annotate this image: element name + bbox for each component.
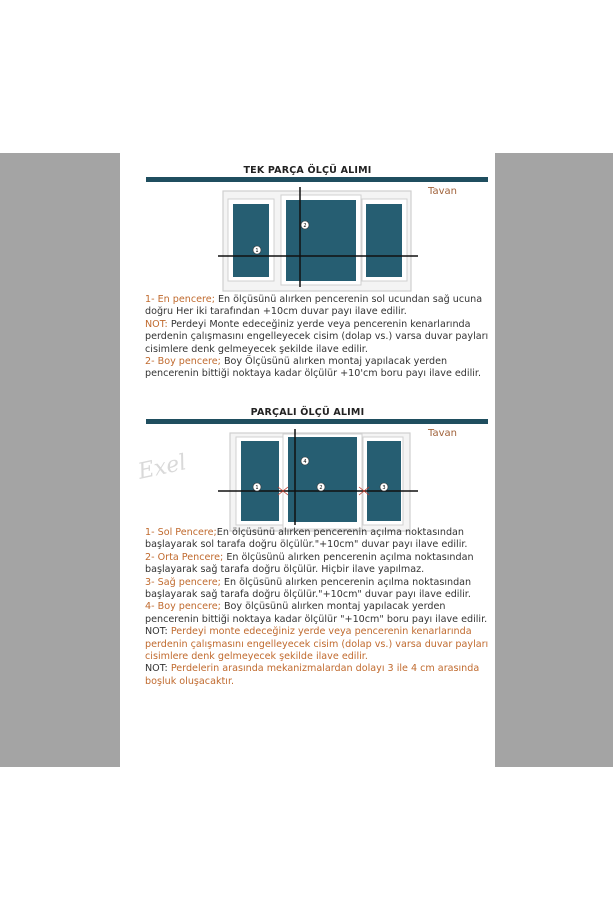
section1-paragraph-1 [145,294,490,319]
section2-p6-lead: NOT: [145,663,168,675]
section1-p3-text: Boy Ölçüsünü alırken montaj yapılacak yerden pencerenin bittiği noktaya kadar ölçülür +10'cm boru payı ilave edilir. [145,356,482,380]
section1-p1-text: En ölçüsünü alırken pencerenin sol ucundan sağ ucuna doğru Her iki tarafından +10cm duvar payı ilave edilir. [145,294,483,318]
section2-p4-text: Boy ölçüsünü alırken montaj yapılacak yerden pencerenin bittiği noktaya kadar ölçülür "+10cm" boru payı ilave edilir. [145,601,488,625]
section2-paragraph-3 [145,577,490,602]
right-pane [366,204,402,277]
section2-paragraph-6 [145,663,490,688]
section2-paragraph-2 [145,552,490,577]
section2-text [145,527,490,688]
section1-title: TEK PARÇA ÖLÇÜ ALIMI [243,165,372,176]
marker-2-label: 2 [303,223,307,229]
middle-pane [286,200,356,281]
section2-p1-text: En ölçüsünü alırken pencerenin açılma noktasından başlayarak sol tarafa doğru ölçülür."+10cm" duvar payı ilave edilir. [145,527,468,551]
section2-ceiling-label: Tavan [428,428,457,439]
section1-title-bar [146,177,488,182]
section2-paragraph-1 [145,527,490,552]
section2-title-bar [146,419,488,424]
section1-paragraph-2 [145,319,490,356]
left-pane [233,204,269,277]
marker-1-label: 1 [255,485,259,491]
marker-1-label: 1 [255,248,259,254]
brand-watermark: Exel [135,450,189,485]
marker-2-label: 2 [319,485,323,491]
left-pane [241,441,279,521]
section2-p1-highlight: 1- Sol Pencere; [145,527,217,538]
section1-p2-highlight: NOT: [145,318,168,330]
section1-p1-highlight: 1- En pencere; [145,294,215,305]
section2-window-svg [120,425,495,535]
section1-p2-text: Perdeyi Monte edeceğiniz yerde veya pencerenin kenarlarında perdenin çalışmasını engelleyecek cisim (dolap vs.) varsa duvar payları cisimlere denk gelmeyecek şekilde ilave edilir. [145,318,489,355]
section2-title: PARÇALI ÖLÇÜ ALIMI [250,407,365,418]
section1-text [145,294,490,381]
section2-p4-highlight: 4- Boy pencere; [145,601,221,613]
instruction-page [120,153,495,767]
section2-p3-text: En ölçüsünü alırken pencerenin açılma noktasından başlayarak sağ tarafa doğru ölçülür."+10cm" duvar payı ilave edilir. [145,576,472,601]
middle-pane [288,437,357,522]
marker-4-label: 4 [303,459,307,465]
right-gray-margin [495,153,613,767]
section2-paragraph-4 [145,601,490,626]
section2-p2-highlight: 2- Orta Pencere; [145,551,224,563]
right-pane [367,441,401,521]
section1-window-svg [120,183,495,293]
section2-p2-text: En ölçüsünü alırken pencerenin açılma noktasından başlayarak sağ tarafa doğru ölçülür. Hiçbir ilave yapılmaz. [145,551,474,576]
section2-p5-text: Perdeyi monte edeceğiniz yerde veya pencerenin kenarlarında perdenin çalışmasını engelleyecek cisim (dolap vs.) varsa duvar payları cisimlere denk gelmeyecek şekilde ilave edilir. [145,626,489,663]
section2-p6-text: Perdelerin arasında mekanizmalardan dolayı 3 ile 4 cm arasında boşluk oluşacaktır. [145,663,480,687]
marker-3-label: 3 [382,485,386,491]
section1-paragraph-3 [145,356,490,381]
section2-window-diagram [120,425,495,535]
section1-ceiling-label: Tavan [428,186,457,197]
section2-p3-highlight: 3- Sağ pencere; [145,576,221,588]
section2-p5-lead: NOT: [145,626,168,638]
left-gray-margin [0,153,120,767]
section2-paragraph-5 [145,626,490,663]
section1-window-diagram [120,183,495,293]
section1-p3-highlight: 2- Boy pencere; [145,356,221,368]
